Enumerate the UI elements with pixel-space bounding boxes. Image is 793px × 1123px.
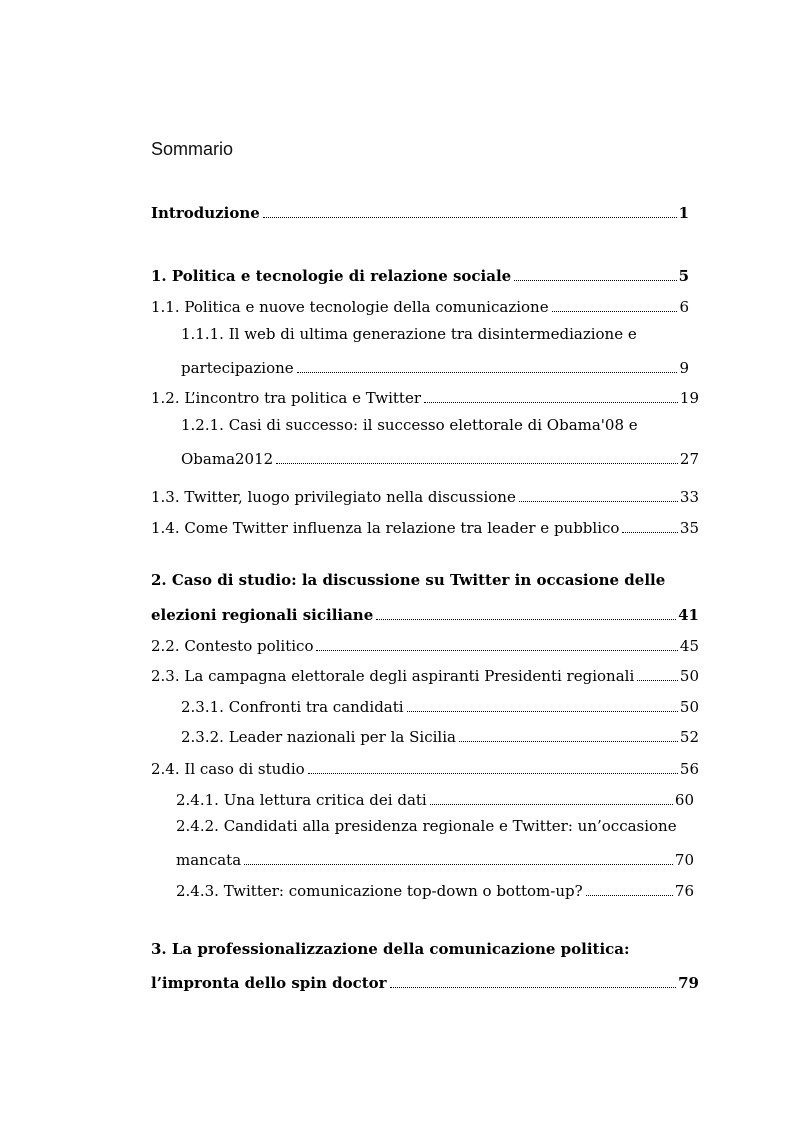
toc-entry-chapter-2-line1[interactable]: 2. Caso di studio: la discussione su Twitter in occasione delle	[151, 571, 666, 589]
toc-label: 2.3.1. Confronti tra candidati	[181, 698, 404, 716]
toc-entry-2-3-2[interactable]	[181, 724, 699, 746]
page-title: Sommario	[151, 139, 234, 159]
toc-entry-1-1-1-line1[interactable]: 1.1.1. Il web di ultima generazione tra disintermediazione e	[181, 325, 637, 343]
toc-entry-1-1-1[interactable]	[181, 355, 689, 377]
toc-label: 2.3. La campagna elettorale degli aspiranti Presidenti regionali	[151, 667, 635, 685]
toc-label: elezioni regionali siciliane	[151, 606, 374, 624]
toc-label: 2.4.1. Una lettura critica dei dati	[176, 791, 427, 809]
dot-leader	[519, 501, 678, 502]
toc-entry-2-4-1[interactable]	[176, 787, 694, 809]
dot-leader	[263, 217, 677, 218]
toc-page-number: 56	[679, 760, 699, 778]
dot-leader	[459, 741, 678, 742]
toc-label: 2.3.2. Leader nazionali per la Sicilia	[181, 728, 456, 746]
toc-label: 1.4. Come Twitter influenza la relazione tra leader e pubblico	[151, 519, 620, 537]
dot-leader	[390, 987, 677, 988]
dot-leader	[586, 895, 673, 896]
toc-label: 1.3. Twitter, luogo privilegiato nella discussione	[151, 488, 516, 506]
dot-leader	[316, 650, 677, 651]
dot-leader	[376, 619, 676, 620]
toc-entry-introduzione[interactable]	[151, 200, 689, 222]
toc-page-number: 1	[678, 204, 689, 222]
toc-entry-2-4-2[interactable]	[176, 847, 694, 869]
toc-entry-1-4[interactable]	[151, 515, 699, 537]
toc-entry-1-2-1[interactable]	[181, 446, 699, 468]
toc-page-number: 60	[674, 791, 694, 809]
dot-leader	[297, 372, 678, 373]
toc-entry-2-3[interactable]	[151, 663, 699, 685]
toc-page-number: 33	[679, 488, 699, 506]
toc-entry-2-2[interactable]	[151, 633, 699, 655]
toc-entry-2-4-2-line1[interactable]: 2.4.2. Candidati alla presidenza regionale e Twitter: un’occasione	[176, 817, 677, 835]
toc-label: 2.2. Contesto politico	[151, 637, 314, 655]
toc-entry-2-3-1[interactable]	[181, 694, 699, 716]
toc-entry-chapter-1[interactable]	[151, 263, 689, 285]
toc-entry-1-3[interactable]	[151, 484, 699, 506]
dot-leader	[622, 532, 677, 533]
toc-label: 2.4. Il caso di studio	[151, 760, 305, 778]
dot-leader	[514, 280, 676, 281]
toc-page-number: 35	[679, 519, 699, 537]
toc-page-number: 52	[679, 728, 699, 746]
toc-label: Obama2012	[181, 450, 274, 468]
dot-leader	[430, 804, 673, 805]
toc-label: partecipazione	[181, 359, 294, 377]
toc-page-number: 5	[678, 267, 689, 285]
toc-entry-1-2-1-line1[interactable]: 1.2.1. Casi di successo: il successo elettorale di Obama'08 e	[181, 416, 638, 434]
toc-page-number: 70	[674, 851, 694, 869]
toc-page-number: 45	[679, 637, 699, 655]
toc-entry-2-4-3[interactable]	[176, 878, 694, 900]
toc-entry-chapter-2[interactable]	[151, 602, 699, 624]
dot-leader	[552, 311, 678, 312]
toc-entry-1-2[interactable]	[151, 385, 699, 407]
toc-page-number: 41	[678, 606, 699, 624]
toc-page-number: 50	[679, 667, 699, 685]
dot-leader	[637, 680, 678, 681]
dot-leader	[308, 773, 678, 774]
toc-label: 1.1. Politica e nuove tecnologie della comunicazione	[151, 298, 549, 316]
toc-page-number: 79	[678, 974, 699, 992]
toc-entry-2-4[interactable]	[151, 756, 699, 778]
toc-page-number: 6	[679, 298, 689, 316]
toc-page-number: 50	[679, 698, 699, 716]
dot-leader	[244, 864, 673, 865]
toc-page-number: 9	[679, 359, 689, 377]
toc-page-number: 19	[679, 389, 699, 407]
toc-label: 2.4.3. Twitter: comunicazione top-down o bottom-up?	[176, 882, 583, 900]
toc-entry-1-1[interactable]	[151, 294, 689, 316]
dot-leader	[276, 463, 678, 464]
toc-label: 1.2. L’incontro tra politica e Twitter	[151, 389, 421, 407]
dot-leader	[407, 711, 678, 712]
toc-label: 1. Politica e tecnologie di relazione sociale	[151, 267, 512, 285]
toc-page-number: 76	[674, 882, 694, 900]
toc-label: mancata	[176, 851, 242, 869]
toc-page-number: 27	[679, 450, 699, 468]
dot-leader	[424, 402, 678, 403]
toc-label: Introduzione	[151, 204, 260, 222]
toc-entry-chapter-3-line1[interactable]: 3. La professionalizzazione della comunicazione politica:	[151, 940, 630, 958]
toc-entry-chapter-3[interactable]	[151, 970, 699, 992]
toc-label: l’impronta dello spin doctor	[151, 974, 387, 992]
